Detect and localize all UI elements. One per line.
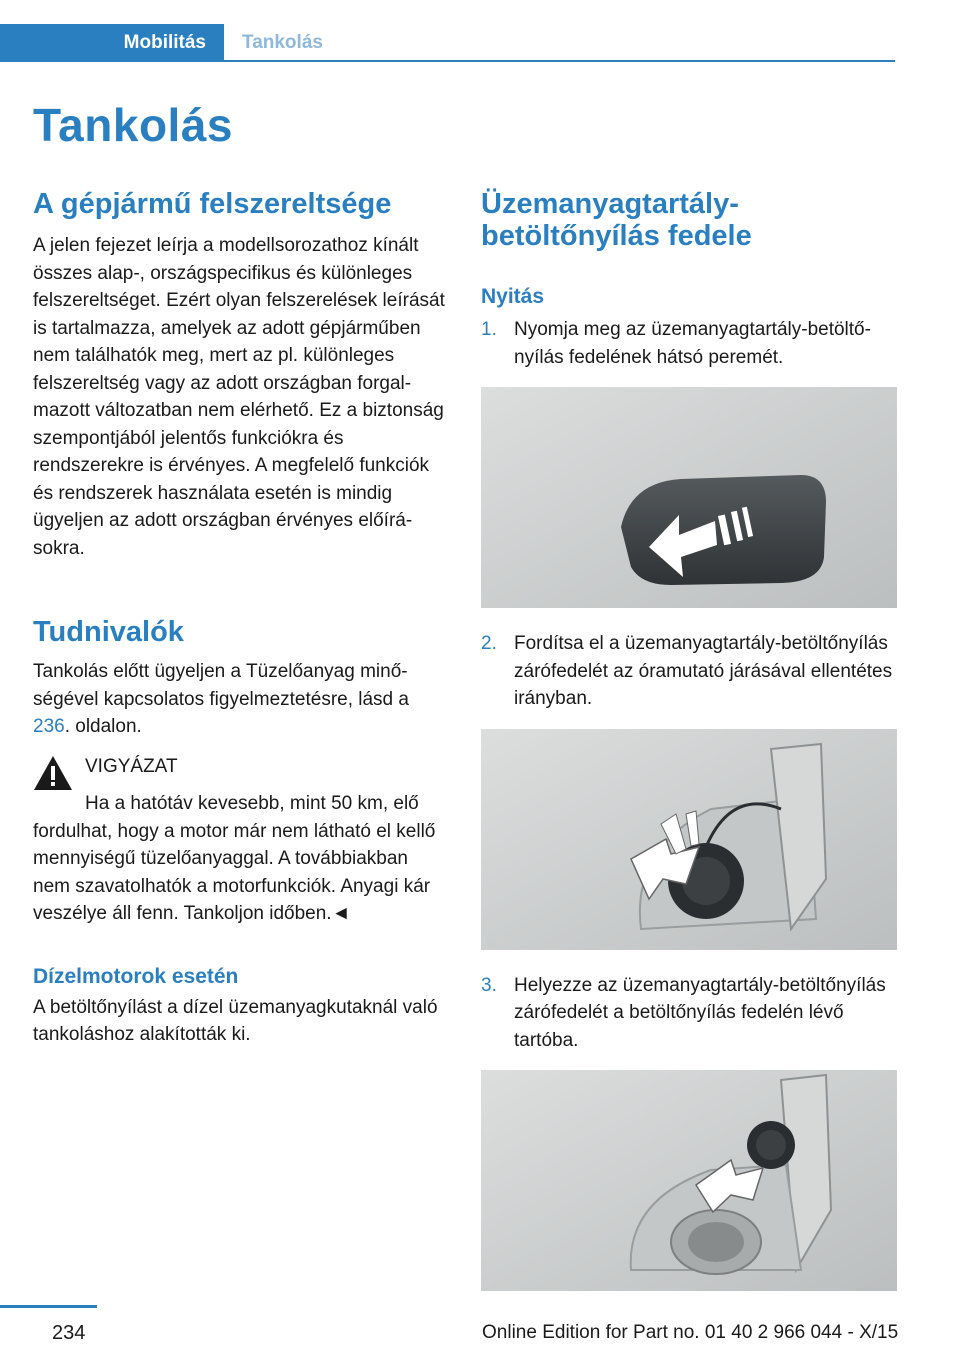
tab-chapter[interactable]: Tankolás	[242, 32, 323, 53]
right-column	[481, 188, 897, 1291]
equipment-body: A jelen fejezet leírja a modellsorozathoz kínált összes alap-, országspecifikus és különleges felszereltséget. Ezért olyan felszerelések leírását is tartalmazza, amelyek az adott gépjárműben nem találhatók meg, mert az pl. különleges felszereltség vagy az adott országban forgalmazott változatban nem elérhető. Ez a biztonság szempontjából jelentős funkciókra és rendszerekre is érvényes. A megfelelő funkciók és rendszerek használata esetén is mindig ügyeljen az adott országban érvényes előírásokra.	[33, 235, 445, 559]
step-number: 3.	[481, 974, 497, 996]
page-title: Tankolás	[33, 99, 233, 151]
notes-text: Tankolás előtt ügyeljen a Tüzelőanyag minőségével kapcsolatos figyelmeztetésre, lásd a	[33, 661, 409, 710]
step-text: Nyomja meg az üzemanyagtartály-betöltőnyílás fedelének hátsó peremét.	[514, 319, 871, 368]
fuel-flap-press-image	[481, 387, 897, 608]
step-text: Helyezze az üzemanyagtartály-betöltőnyílás zárófedelét a betöltőnyílás fedelén lévő tartóba.	[514, 974, 886, 1051]
list-item	[481, 972, 897, 1292]
warning-box	[33, 753, 449, 928]
diesel-body: A betöltőnyílást a dízel üzemanyagkutaknál való tankoláshoz alakították ki.	[33, 996, 438, 1045]
warning-title: VIGYÁZAT	[85, 755, 178, 777]
notes-heading: Tudnivalók	[33, 616, 184, 648]
notes-body	[33, 658, 449, 741]
list-item	[481, 316, 897, 608]
opening-subheading: Nyitás	[481, 285, 545, 308]
page-ref-link[interactable]: 236	[33, 716, 65, 737]
warning-line1: Ha a hatótáv kevesebb, mint 50 km, elő	[85, 793, 419, 814]
page-number: 234	[52, 1322, 86, 1344]
warning-body: fordulhat, hogy a motor már nem látható el kellő mennyiségű tüzelőanyaggal. A továbbiakban nem szavatolhatók a motorfunkciók. Anyagi kár veszélye áll fenn. Tankoljon időben.◄	[33, 820, 436, 924]
edition-note: Online Edition for Part no. 01 40 2 966 044 - X/15	[482, 1322, 899, 1343]
footer-rule	[0, 1305, 97, 1308]
step-text: Fordítsa el a üzemanyagtartály-betöltőnyílás zárófedelét az óramutató járásával ellentétes irányban.	[514, 633, 893, 709]
step-number: 1.	[481, 319, 497, 340]
list-item	[481, 630, 897, 950]
equipment-heading: A gépjármű felszereltsége	[33, 188, 392, 220]
fuel-cap-turn-image	[481, 729, 897, 950]
tab-section[interactable]: Mobilitás	[0, 24, 224, 62]
header-bar	[0, 24, 895, 62]
notes-text-end: . oldalon.	[64, 716, 142, 737]
diesel-heading: Dízelmotorok esetén	[33, 964, 239, 988]
fuel-flap-heading: Üzemanyagtartály-betöltőnyílás fedele	[481, 188, 752, 252]
left-column	[33, 188, 449, 1049]
step-number: 2.	[481, 633, 497, 654]
fuel-cap-holder-image	[481, 1070, 897, 1291]
warning-triangle-icon	[33, 755, 73, 791]
steps-list	[481, 316, 897, 1291]
